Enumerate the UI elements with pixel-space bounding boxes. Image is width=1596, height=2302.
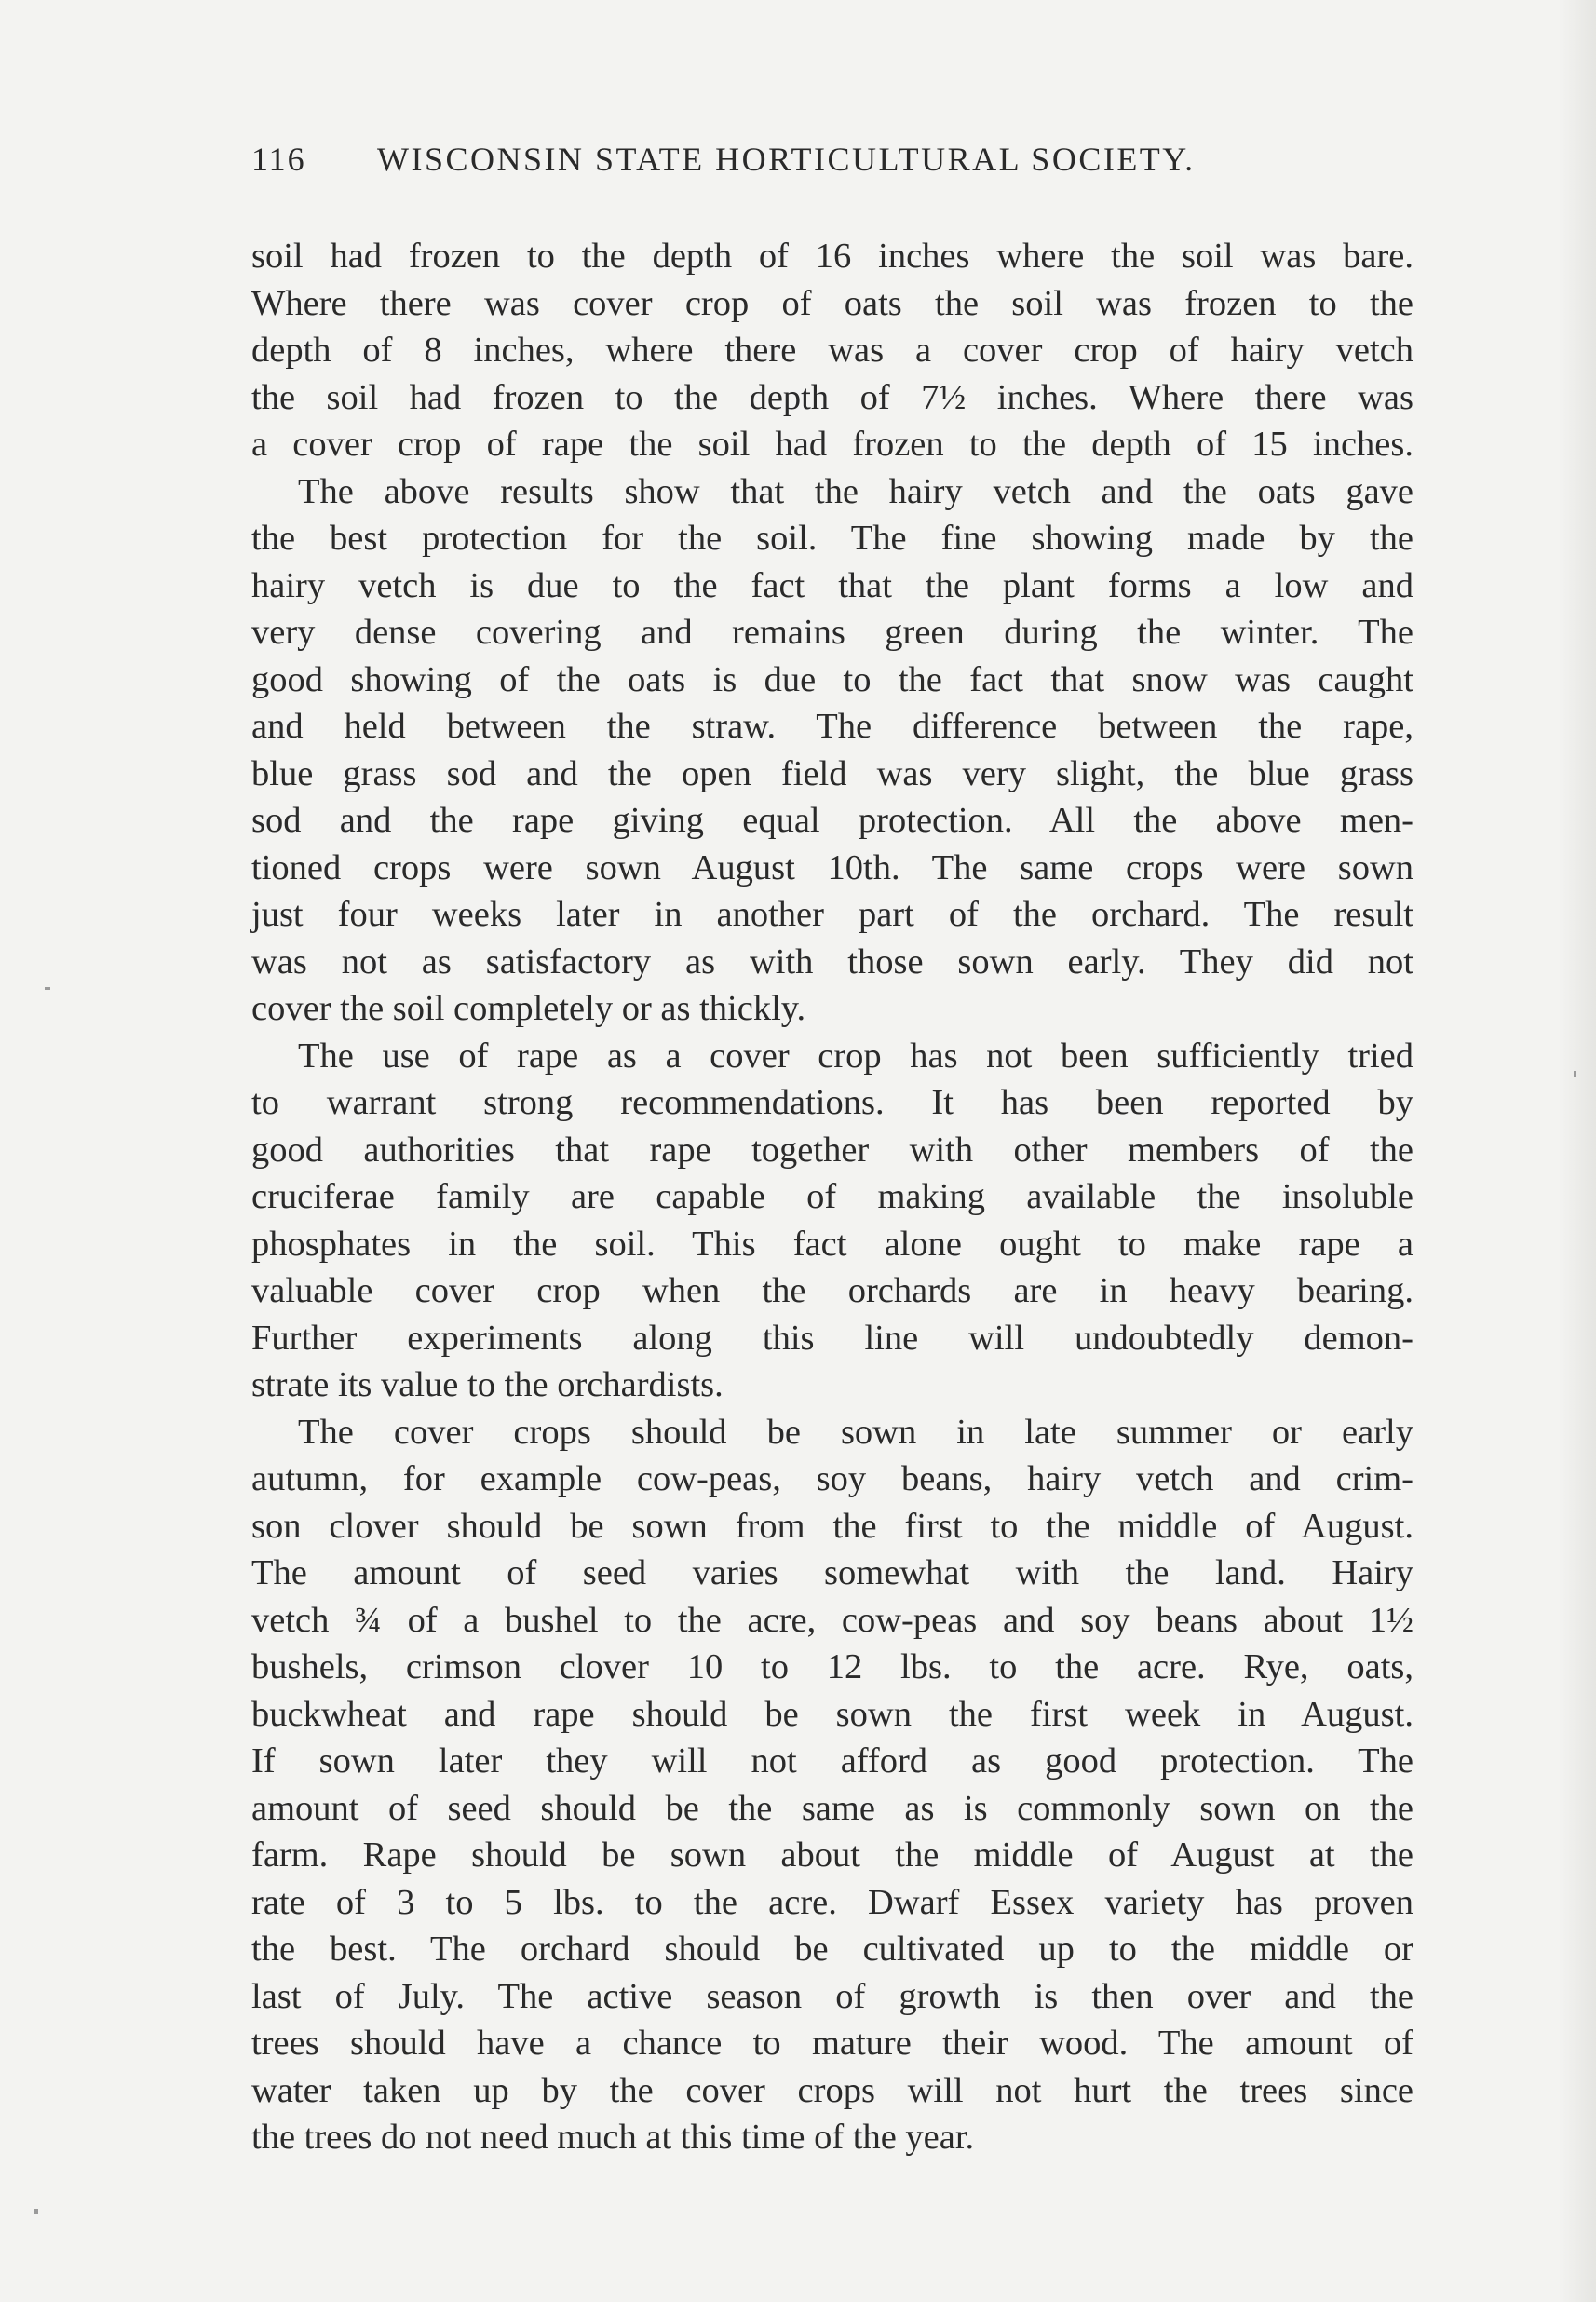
scan-speck [1574, 1071, 1576, 1077]
text-line: autumn, for example cow-peas, soy beans, hairy vetch and crim- [251, 1459, 1413, 1498]
text-line: farm. Rape should be sown about the middle of August at the [251, 1835, 1413, 1875]
text-line: valuable cover crop when the orchards are in heavy bearing. [251, 1271, 1413, 1310]
text-line: very dense covering and remains green during the winter. The [251, 613, 1413, 652]
text-line: rate of 3 to 5 lbs. to the acre. Dwarf Essex variety has proven [251, 1882, 1413, 1922]
text-line: soil had frozen to the depth of 16 inches where the soil was bare. [251, 237, 1413, 276]
text-line: the best protection for the soil. The fine showing made by the [251, 519, 1413, 558]
text-line: sod and the rape giving equal protection. All the above men- [251, 801, 1413, 840]
body-text [251, 233, 1413, 2161]
text-line: good authorities that rape together with other members of the [251, 1130, 1413, 1170]
text-line: hairy vetch is due to the fact that the plant forms a low and [251, 565, 1413, 605]
text-line: If sown later they will not afford as good protection. The [251, 1741, 1413, 1781]
text-line: the soil had frozen to the depth of 7½ inches. Where there was [251, 377, 1413, 417]
text-line: tioned crops were sown August 10th. The same crops were sown [251, 847, 1413, 887]
text-line: and held between the straw. The difference between the rape, [251, 707, 1413, 746]
text-line: cover the soil completely or as thickly. [251, 989, 806, 1028]
text-line: was not as satisfactory as with those sown early. They did not [251, 941, 1413, 982]
page-edge-shadow [1559, 0, 1596, 2302]
text-line: The above results show that the hairy vetch and the oats gave [298, 471, 1413, 511]
running-head [251, 140, 1415, 196]
text-line: last of July. The active season of growth is then over and the [251, 1976, 1413, 2016]
text-line: The cover crops should be sown in late summer or early [298, 1412, 1413, 1452]
text-line: Where there was cover crop of oats the soil was frozen to the [251, 283, 1413, 323]
text-line: good showing of the oats is due to the fact that snow was caught [251, 659, 1413, 699]
text-line: amount of seed should be the same as is commonly sown on the [251, 1788, 1413, 1828]
text-line: son clover should be sown from the first to the middle of August. [251, 1506, 1413, 1546]
scan-speck [45, 987, 50, 990]
text-line: the best. The orchard should be cultivated up to the middle or [251, 1930, 1413, 1969]
text-line: The amount of seed varies somewhat with the land. Hairy [251, 1553, 1413, 1592]
text-line: water taken up by the cover crops will not hurt the trees since [251, 2070, 1413, 2110]
scan-speck [34, 2209, 38, 2214]
text-line: trees should have a chance to mature their wood. The amount of [251, 2024, 1413, 2063]
text-line: strate its value to the orchardists. [251, 1365, 724, 1404]
text-line: to warrant strong recommendations. It has been reported by [251, 1083, 1413, 1122]
text-line: bushels, crimson clover 10 to 12 lbs. to the acre. Rye, oats, [251, 1647, 1413, 1686]
text-line: the trees do not need much at this time of the year. [251, 2118, 975, 2157]
text-line: blue grass sod and the open field was very slight, the blue grass [251, 753, 1413, 793]
text-line: buckwheat and rape should be sown the first week in August. [251, 1694, 1413, 1734]
text-line: vetch ¾ of a bushel to the acre, cow-peas and soy beans about 1½ [251, 1600, 1413, 1640]
page-number: 116 [251, 141, 306, 178]
text-line: phosphates in the soil. This fact alone ought to make rape a [251, 1224, 1413, 1264]
text-line: depth of 8 inches, where there was a cover crop of hairy vetch [251, 331, 1413, 370]
text-line: The use of rape as a cover crop has not been sufficiently tried [298, 1036, 1413, 1076]
text-line: Further experiments along this line will undoubtedly demon- [251, 1318, 1413, 1358]
page-title: WISCONSIN STATE HORTICULTURAL SOCIETY. [377, 141, 1196, 178]
text-line: cruciferae family are capable of making available the insoluble [251, 1177, 1413, 1216]
text-line: a cover crop of rape the soil had frozen to the depth of 15 inches. [251, 425, 1413, 464]
text-line: just four weeks later in another part of the orchard. The result [251, 895, 1413, 934]
